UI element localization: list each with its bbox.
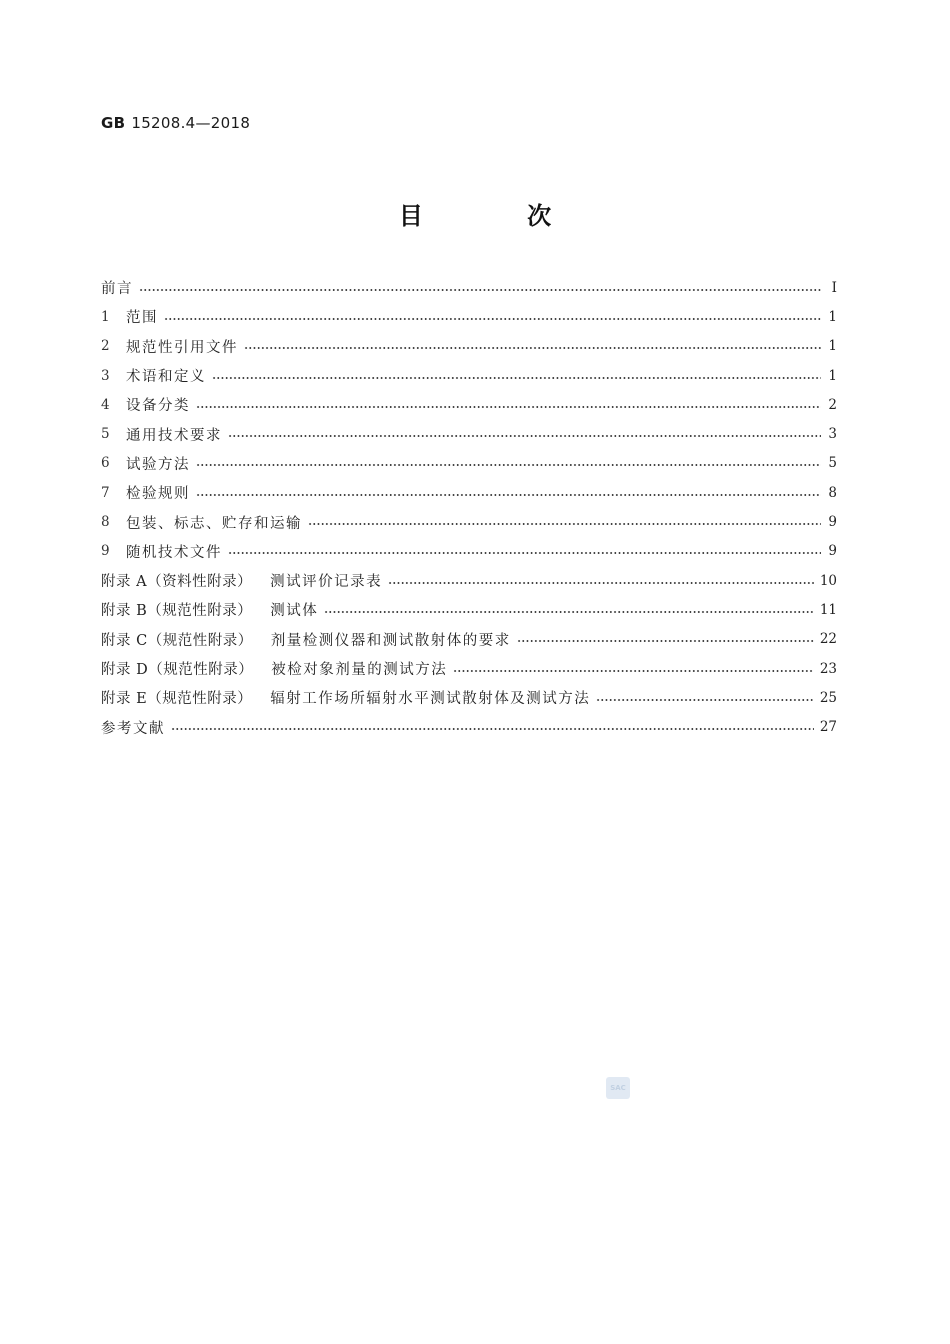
toc-entry-title: 参考文献: [101, 720, 165, 737]
toc-page-number: 25: [819, 689, 837, 706]
toc-entry-number: 8: [101, 514, 110, 531]
toc-entry[interactable]: [101, 478, 837, 507]
toc-entry-title: 前言: [101, 281, 133, 298]
toc-annex-designation: 附录 B（规范性附录）: [101, 603, 253, 620]
toc-entry[interactable]: [101, 273, 837, 302]
toc-annex-designation: 附录 E（规范性附录）: [101, 691, 253, 708]
toc-dot-leader: [196, 464, 821, 466]
toc-page-number: 11: [819, 601, 837, 618]
toc-entry-title: 测试评价记录表: [270, 574, 383, 591]
toc-dot-leader: [596, 699, 814, 701]
standard-code: [101, 114, 250, 132]
toc-entry[interactable]: [101, 712, 837, 741]
toc-page-number: 5: [828, 455, 837, 472]
toc-entry[interactable]: [101, 302, 837, 331]
toc-entry-number: 4: [101, 396, 110, 413]
toc-dot-leader: [212, 377, 821, 379]
page-title: 目 次: [398, 202, 600, 230]
toc-entry[interactable]: [101, 595, 837, 624]
toc-page-number: 22: [819, 631, 837, 648]
toc-page-number: 2: [828, 396, 837, 413]
toc-entry[interactable]: [101, 419, 837, 448]
toc-entry[interactable]: [101, 332, 837, 361]
toc-page-number: 8: [828, 484, 837, 501]
toc-annex-designation: 附录 C（规范性附录）: [101, 632, 253, 649]
toc-entry-number: 6: [101, 455, 110, 472]
toc-entry[interactable]: [101, 625, 837, 654]
toc-dot-leader: [228, 435, 821, 437]
toc-page-number: 9: [828, 514, 837, 531]
toc-entry-title: 设备分类: [126, 398, 190, 415]
toc-page-number: 9: [828, 543, 837, 560]
toc-page-number: 1: [828, 367, 837, 384]
toc-annex-designation: 附录 A（资料性附录）: [101, 574, 253, 591]
toc-entry[interactable]: [101, 507, 837, 536]
watermark-logo: [606, 1077, 630, 1099]
toc-dot-leader: [196, 494, 821, 496]
toc-entry[interactable]: [101, 361, 837, 390]
toc-entry-title: 检验规则: [126, 486, 190, 503]
toc-entry-title: 测试体: [270, 603, 319, 620]
toc-page-number: 1: [828, 338, 837, 355]
toc-dot-leader: [228, 552, 821, 554]
toc-dot-leader: [196, 406, 821, 408]
toc-entry[interactable]: [101, 566, 837, 595]
toc-entry-title: 包装、标志、贮存和运输: [126, 515, 302, 532]
toc-entry[interactable]: [101, 537, 837, 566]
table-of-contents: [101, 273, 837, 742]
toc-entry-number: 2: [101, 338, 110, 355]
toc-dot-leader: [171, 728, 814, 730]
toc-dot-leader: [388, 582, 814, 584]
toc-entry-title: 规范性引用文件: [126, 339, 238, 356]
standard-number: 15208.4—2018: [131, 114, 251, 132]
toc-dot-leader: [139, 289, 821, 291]
toc-dot-leader: [308, 523, 821, 525]
toc-page-number: 27: [819, 719, 837, 736]
toc-entry[interactable]: [101, 449, 837, 478]
toc-entry-title: 通用技术要求: [126, 427, 222, 444]
toc-dot-leader: [164, 318, 821, 320]
toc-entry-title: 辐射工作场所辐射水平测试散射体及测试方法: [270, 691, 591, 708]
toc-page-number: Ⅰ: [831, 279, 837, 296]
toc-entry-title: 被检对象剂量的测试方法: [271, 662, 448, 678]
toc-entry[interactable]: [101, 683, 837, 712]
toc-entry-title: 范围: [126, 310, 158, 327]
standard-prefix: GB: [101, 114, 126, 132]
toc-entry-title: 随机技术文件: [126, 544, 222, 561]
toc-entry-number: 5: [101, 426, 110, 443]
toc-dot-leader: [324, 611, 814, 613]
toc-entry-title: 试验方法: [126, 456, 190, 473]
toc-dot-leader: [517, 640, 814, 642]
toc-entry-number: 1: [101, 308, 110, 325]
toc-entry-number: 7: [101, 484, 110, 501]
toc-page-number: 1: [828, 308, 837, 325]
toc-page-number: 23: [819, 660, 837, 677]
watermark-text: SAC: [610, 1084, 626, 1092]
toc-page-number: 10: [819, 572, 837, 589]
toc-dot-leader: [453, 670, 814, 672]
toc-entry-title: 剂量检测仪器和测试散射体的要求: [270, 632, 511, 649]
toc-entry-number: 9: [101, 543, 110, 560]
toc-annex-designation: 附录 D（规范性附录）: [101, 662, 254, 678]
toc-entry-title: 术语和定义: [126, 369, 206, 386]
toc-entry[interactable]: [101, 390, 837, 419]
toc-entry-number: 3: [101, 367, 110, 384]
toc-page-number: 3: [828, 426, 837, 443]
toc-dot-leader: [244, 347, 821, 349]
toc-entry[interactable]: [101, 654, 837, 683]
